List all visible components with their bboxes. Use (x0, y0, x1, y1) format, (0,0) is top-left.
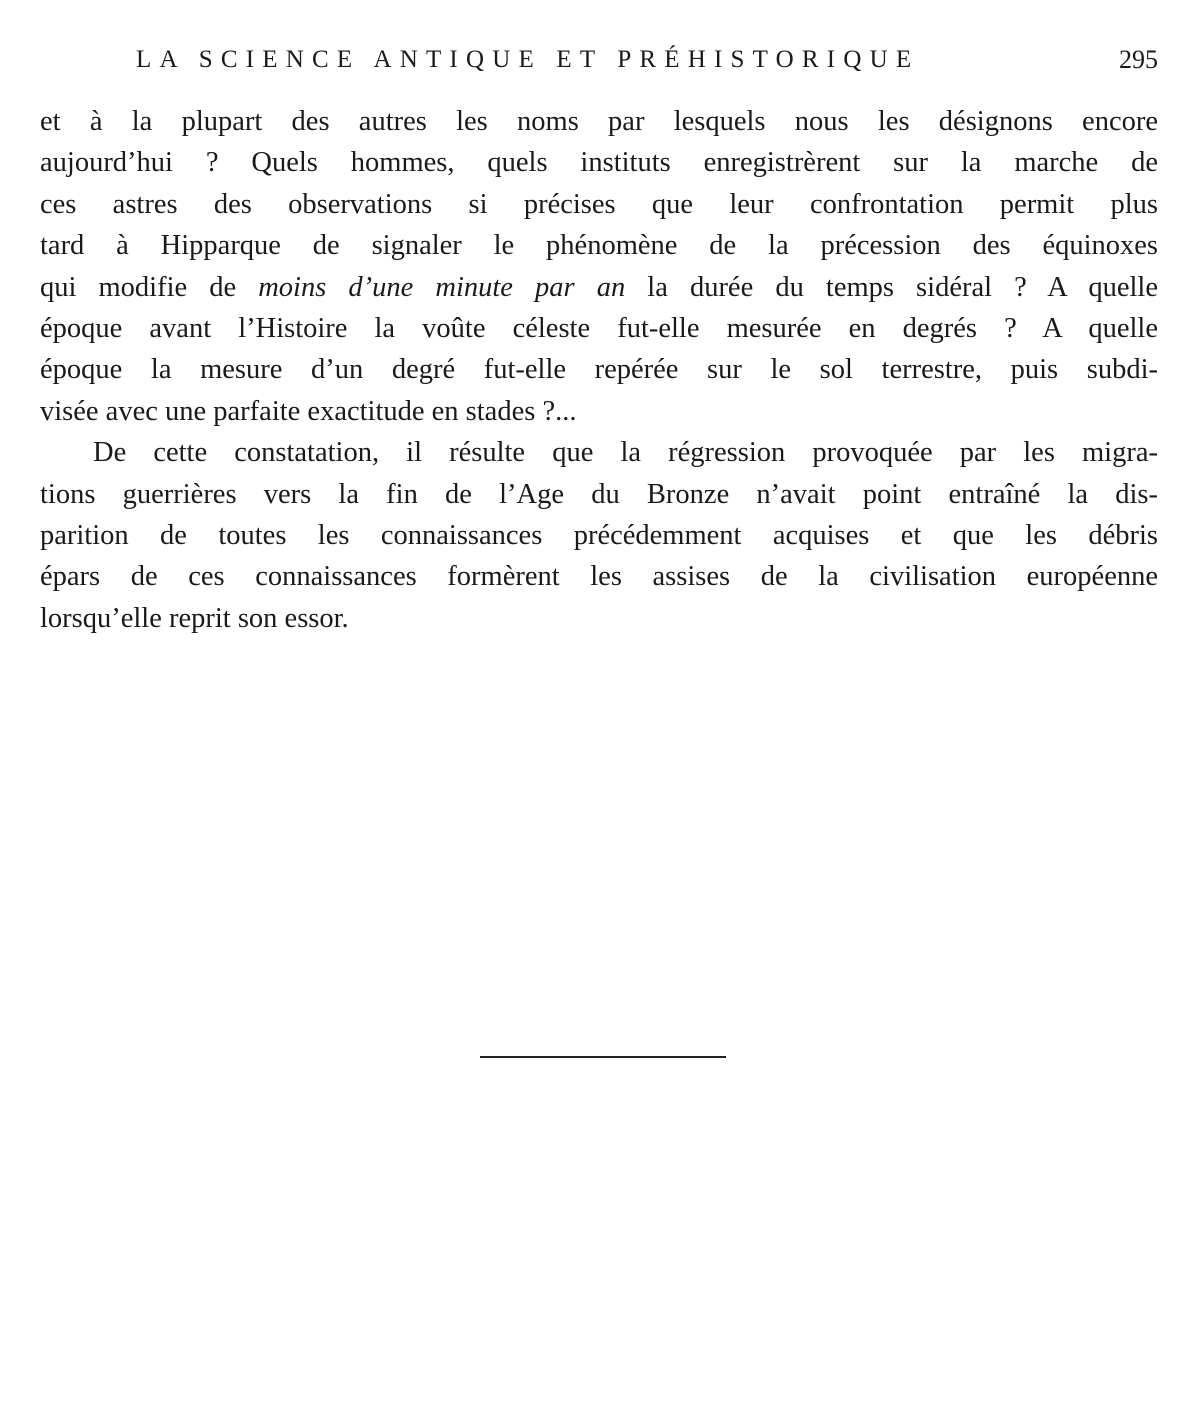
running-head (40, 40, 1158, 80)
body-text (40, 101, 1158, 639)
text-run: la durée du temps sidéral ? A quelle (625, 271, 1159, 303)
italic-phrase: moins d’une minute par an (258, 271, 626, 303)
paragraph-1 (40, 101, 1158, 432)
text-line: et à la plupart des autres les noms par lesquels nous les désignons encore (40, 106, 1158, 137)
text-line: De cette constatation, il résulte que la régression provoquée par les migra- (93, 437, 1158, 469)
text-line (40, 267, 1158, 308)
page-number: 295 (1119, 45, 1158, 74)
text-line: visée avec une parfaite exactitude en stades ?... (40, 395, 577, 427)
running-title: LA SCIENCE ANTIQUE ET PRÉHISTORIQUE (136, 46, 920, 73)
text-line: aujourd’hui ? Quels hommes, quels instituts enregistrèrent sur la marche de (40, 147, 1158, 179)
text-line: lorsqu’elle reprit son essor. (40, 602, 349, 634)
text-line: tard à Hipparque de signaler le phénomène de la précession des équinoxes (40, 230, 1158, 262)
section-end-rule (480, 1056, 726, 1058)
text-line: ces astres des observations si précises que leur confrontation permit plus (40, 188, 1158, 220)
text-run: qui modifie de (40, 271, 259, 303)
text-line: époque la mesure d’un degré fut-elle repérée sur le sol terrestre, puis subdi- (40, 354, 1158, 386)
text-line: époque avant l’Histoire la voûte céleste fut-elle mesurée en degrés ? A quelle (40, 313, 1158, 345)
paragraph-2 (40, 432, 1158, 639)
text-line: épars de ces connaissances formèrent les assises de la civilisation européenne (40, 561, 1158, 593)
text-line: tions guerrières vers la fin de l’Age du Bronze n’avait point entraîné la dis- (40, 478, 1158, 510)
text-line: parition de toutes les connaissances précédemment acquises et que les débris (40, 520, 1158, 552)
